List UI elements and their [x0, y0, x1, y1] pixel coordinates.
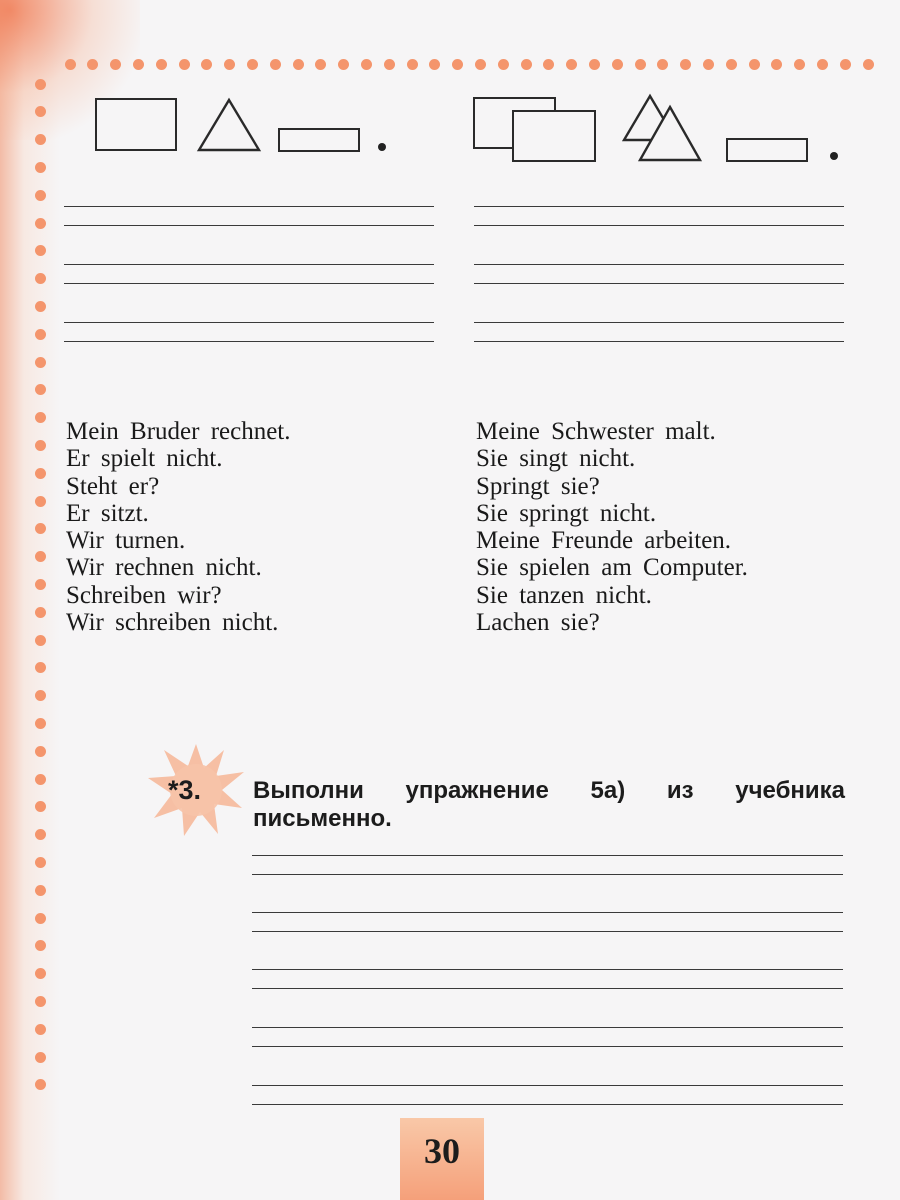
border-dot [521, 59, 532, 70]
border-dot [35, 829, 46, 840]
border-dot [612, 59, 623, 70]
writing-line [64, 264, 434, 265]
writing-line [474, 225, 844, 226]
sentence-line: Wir turnen. [66, 527, 186, 555]
border-dot [407, 59, 418, 70]
task-number: *3. [168, 775, 202, 805]
border-dot [657, 59, 668, 70]
writing-line [252, 1027, 843, 1028]
border-dot [35, 301, 46, 312]
border-dot [35, 913, 46, 924]
bar-shape [278, 128, 360, 152]
sentence-list-left [66, 418, 291, 636]
border-dot [110, 59, 121, 70]
border-dot [35, 468, 46, 479]
border-dot [635, 59, 646, 70]
writing-line [474, 341, 844, 342]
border-dot [840, 59, 851, 70]
sentence-line: Sie spielen am Computer. [476, 554, 748, 582]
border-dot [35, 635, 46, 646]
page-number-tab [400, 1118, 484, 1200]
period-dot [378, 143, 386, 151]
triangle-shape-pair [620, 93, 705, 165]
sentence-line: Sie springt nicht. [476, 499, 657, 527]
writing-line [64, 225, 434, 226]
border-dot [315, 59, 326, 70]
border-dot [35, 690, 46, 701]
border-dot [35, 746, 46, 757]
sentence-line: Er sitzt. [66, 499, 149, 527]
task-instruction: Выполни упражнение 5а) из учебника письменно. [253, 777, 845, 832]
border-dot [35, 1079, 46, 1090]
border-dot [133, 59, 144, 70]
border-dot [566, 59, 577, 70]
border-dot [749, 59, 760, 70]
border-dot [35, 440, 46, 451]
sentence-line: Mein Bruder rechnet. [66, 418, 291, 445]
writing-line [252, 912, 843, 913]
border-dot [247, 59, 258, 70]
border-dot [35, 801, 46, 812]
border-dot [35, 523, 46, 534]
border-dot [35, 1052, 46, 1063]
sentence-line: Wir rechnen nicht. [66, 554, 262, 582]
writing-line [252, 988, 843, 989]
border-dot [35, 190, 46, 201]
border-dot [863, 59, 874, 70]
border-dot [156, 59, 167, 70]
border-dot [817, 59, 828, 70]
border-dot [680, 59, 691, 70]
writing-line [64, 341, 434, 342]
border-dot [35, 662, 46, 673]
sentence-line: Er spielt nicht. [66, 445, 223, 473]
border-dot [35, 357, 46, 368]
border-dot [35, 857, 46, 868]
writing-line [252, 931, 843, 932]
border-dot [726, 59, 737, 70]
sentence-line: Lachen sie? [476, 609, 600, 637]
writing-line [252, 1046, 843, 1047]
rectangle-shape [95, 98, 177, 151]
sentence-line: Meine Schwester malt. [476, 418, 716, 445]
border-dot [35, 996, 46, 1007]
border-dot [35, 968, 46, 979]
border-dot [589, 59, 600, 70]
writing-line [252, 1085, 843, 1086]
border-dot [338, 59, 349, 70]
writing-line [252, 874, 843, 875]
border-dot [35, 245, 46, 256]
border-dot [293, 59, 304, 70]
border-dot [429, 59, 440, 70]
border-dot [35, 329, 46, 340]
writing-line [64, 283, 434, 284]
border-dot [270, 59, 281, 70]
triangle-shape [196, 97, 262, 153]
sentence-line: Wir schreiben nicht. [66, 609, 279, 637]
rectangle-shape-overlap [512, 110, 596, 162]
border-dot [543, 59, 554, 70]
border-dot [452, 59, 463, 70]
border-dot [35, 940, 46, 951]
bar-shape [726, 138, 808, 162]
border-dot [35, 551, 46, 562]
border-dot [35, 718, 46, 729]
writing-line [252, 855, 843, 856]
border-dot [35, 106, 46, 117]
border-dot [35, 162, 46, 173]
border-dot [35, 885, 46, 896]
border-dot [179, 59, 190, 70]
border-dot [361, 59, 372, 70]
page-edge-shadow [0, 0, 60, 1200]
sentence-line: Steht er? [66, 472, 160, 500]
border-dot [35, 79, 46, 90]
writing-line [474, 264, 844, 265]
border-dot [35, 579, 46, 590]
border-dot [201, 59, 212, 70]
writing-line [252, 969, 843, 970]
border-dot [65, 59, 76, 70]
sentence-line: Sie tanzen nicht. [476, 581, 652, 609]
border-dot [35, 1024, 46, 1035]
writing-line [474, 322, 844, 323]
border-dot [794, 59, 805, 70]
sentence-line: Springt sie? [476, 472, 600, 500]
writing-line [64, 322, 434, 323]
writing-line [64, 206, 434, 207]
border-dot [771, 59, 782, 70]
page-number: 30 [424, 1131, 460, 1171]
border-dot [35, 384, 46, 395]
border-dot [703, 59, 714, 70]
border-dot [35, 218, 46, 229]
sentence-line: Sie singt nicht. [476, 445, 636, 473]
border-dot [35, 273, 46, 284]
border-dot [498, 59, 509, 70]
border-dot [35, 134, 46, 145]
border-dot [35, 412, 46, 423]
writing-line [252, 1104, 843, 1105]
writing-line [474, 206, 844, 207]
border-dot [35, 774, 46, 785]
border-dot [35, 496, 46, 507]
sentence-list-right [476, 418, 748, 636]
border-dot [384, 59, 395, 70]
border-dot [475, 59, 486, 70]
border-dot [224, 59, 235, 70]
border-dot [35, 607, 46, 618]
border-dot [87, 59, 98, 70]
sentence-line: Schreiben wir? [66, 581, 222, 609]
period-dot [830, 152, 838, 160]
writing-line [474, 283, 844, 284]
sentence-line: Meine Freunde arbeiten. [476, 527, 732, 555]
